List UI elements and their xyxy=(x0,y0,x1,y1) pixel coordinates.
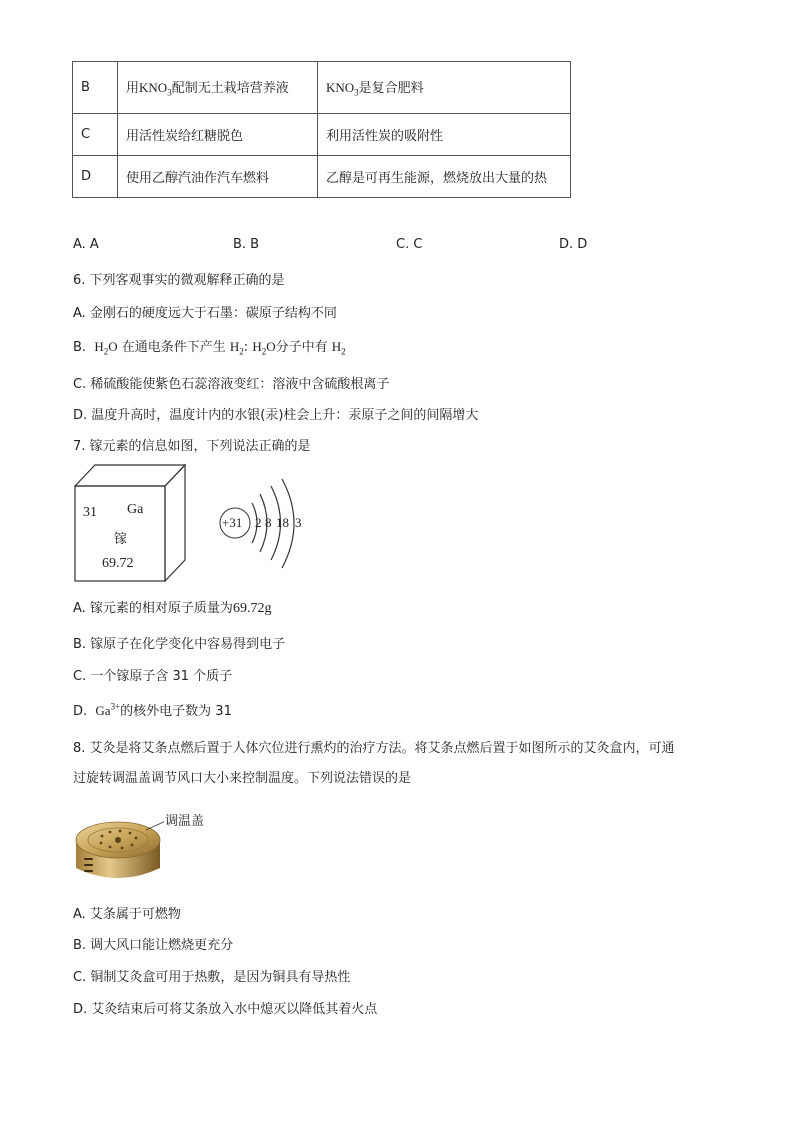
q7-option-c[interactable]: C. 一个镓原子含 31 个质子 xyxy=(73,669,233,684)
reason-cell: 乙醇是可再生能源，燃烧放出大量的热 xyxy=(318,156,571,198)
q7-option-a[interactable]: A. 镓元素的相对原子质量为69.72g xyxy=(73,601,272,616)
q8-stem-line1: 8. 艾灸是将艾条点燃后置于人体穴位进行熏灼的治疗方法。将艾条点燃后置于如图所示的艾灸盒内，可通 xyxy=(73,741,675,756)
shell-4: 3 xyxy=(295,515,302,530)
table-row xyxy=(73,114,571,156)
q7-stem: 7. 镓元素的信息如图，下列说法正确的是 xyxy=(73,439,311,454)
q8-stem-line2: 过旋转调温盖调节风口大小来控制温度。下列说法错误的是 xyxy=(73,771,412,786)
row-letter: D xyxy=(73,156,118,198)
atomic-number: 31 xyxy=(83,505,97,520)
shell-1: 2 xyxy=(255,515,262,530)
table-row xyxy=(73,156,571,198)
q7-option-d[interactable]: D. $Ga^{3+}$的核外电子数为 31 xyxy=(73,701,232,719)
row-letter: C xyxy=(73,114,118,156)
reason-cell: 利用活性炭的吸附性 xyxy=(318,114,571,156)
q6-option-b[interactable]: B. $H_2O$ 在通电条件下产生 $H_2$: $H_2O$分子中有 $H_2$ xyxy=(73,339,346,357)
practice-cell: 用$KNO_3$配制无土栽培营养液 xyxy=(118,62,318,114)
q5-option-b[interactable]: B. B xyxy=(233,237,260,252)
atomic-mass: 69.72 xyxy=(102,556,134,571)
table-row xyxy=(73,62,571,114)
element-symbol: Ga xyxy=(127,502,144,517)
q5-option-a[interactable]: A. A xyxy=(73,237,99,252)
nucleus-charge: +31 xyxy=(222,515,243,530)
q5-option-d[interactable]: D. D xyxy=(559,237,588,252)
practice-cell: 用活性炭给红糖脱色 xyxy=(118,114,318,156)
figure-label-lid: 调温盖 xyxy=(165,814,205,829)
q6-option-d[interactable]: D. 温度升高时，温度计内的水银(汞)柱会上升：汞原子之间的间隔增大 xyxy=(73,408,479,423)
q6-option-a[interactable]: A. 金刚石的硬度远大于石墨：碳原子结构不同 xyxy=(73,306,337,321)
q8-option-b[interactable]: B. 调大风口能让燃烧更充分 xyxy=(73,938,234,953)
q6-stem: 6. 下列客观事实的微观解释正确的是 xyxy=(73,273,285,288)
q7-option-b[interactable]: B. 镓原子在化学变化中容易得到电子 xyxy=(73,637,286,652)
q8-option-a[interactable]: A. 艾条属于可燃物 xyxy=(73,907,181,922)
q6-option-c[interactable]: C. 稀硫酸能使紫色石蕊溶液变红：溶液中含硫酸根离子 xyxy=(73,377,390,392)
q8-option-c[interactable]: C. 铜制艾灸盒可用于热敷，是因为铜具有导热性 xyxy=(73,970,351,985)
shell-2: 8 xyxy=(265,515,272,530)
moxibustion-box-image xyxy=(72,810,164,888)
row-letter: B xyxy=(73,62,118,114)
q8-option-d[interactable]: D. 艾灸结束后可将艾条放入水中熄灭以降低其着火点 xyxy=(73,1002,378,1017)
shell-3: 18 xyxy=(276,515,289,530)
answer-table xyxy=(72,61,571,198)
reason-cell: $KNO_3$是复合肥料 xyxy=(318,62,571,114)
q5-option-c[interactable]: C. C xyxy=(396,237,423,252)
element-name: 镓 xyxy=(114,532,128,547)
practice-cell: 使用乙醇汽油作汽车燃料 xyxy=(118,156,318,198)
